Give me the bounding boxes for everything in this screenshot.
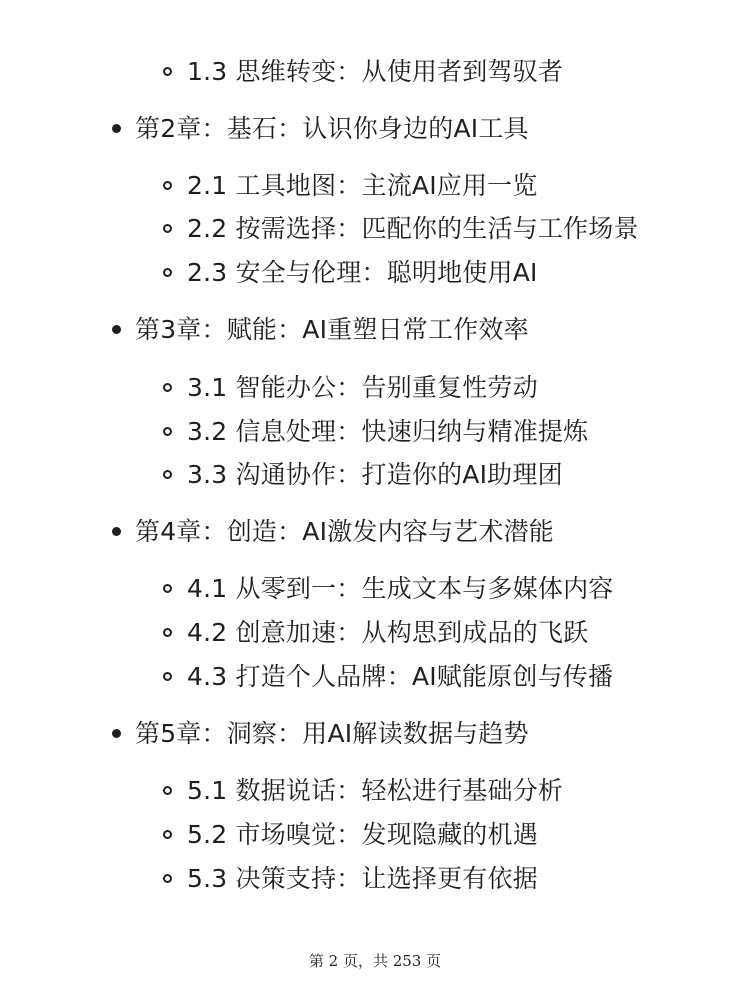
toc-section-label: 5.1 数据说话：轻松进行基础分析: [187, 776, 564, 805]
circle-bullet-icon: [163, 470, 172, 479]
circle-bullet-icon: [163, 874, 172, 883]
toc-section-label: 4.3 打造个人品牌：AI赋能原创与传播: [187, 662, 614, 691]
circle-bullet-icon: [163, 786, 172, 795]
disc-bullet-icon: [112, 527, 121, 536]
circle-bullet-icon: [163, 830, 172, 839]
toc-section-label: 3.3 沟通协作：打造你的AI助理团: [187, 460, 563, 489]
toc-section-label: 2.3 安全与伦理：聪明地使用AI: [187, 258, 538, 287]
circle-bullet-icon: [163, 628, 172, 637]
toc-chapter-label: 第5章：洞察：用AI解读数据与趋势: [135, 719, 529, 748]
toc-chapter-label: 第3章：赋能：AI重塑日常工作效率: [135, 315, 529, 344]
circle-bullet-icon: [163, 268, 172, 277]
toc-section-label: 3.1 智能办公：告别重复性劳动: [187, 373, 538, 402]
toc-section-label: 2.2 按需选择：匹配你的生活与工作场景: [187, 214, 639, 243]
circle-bullet-icon: [163, 383, 172, 392]
disc-bullet-icon: [112, 124, 121, 133]
page-number-footer: 第 2 页，共 253 页: [308, 952, 442, 970]
toc-chapter-label: 第4章：创造：AI激发内容与艺术潜能: [135, 517, 554, 546]
toc-section-label: 5.2 市场嗅觉：发现隐藏的机遇: [187, 820, 538, 849]
toc-section-label: 4.1 从零到一：生成文本与多媒体内容: [187, 574, 614, 603]
disc-bullet-icon: [112, 729, 121, 738]
toc-section-label: 5.3 决策支持：让选择更有依据: [187, 864, 538, 893]
circle-bullet-icon: [163, 672, 172, 681]
circle-bullet-icon: [163, 67, 172, 76]
disc-bullet-icon: [112, 325, 121, 334]
toc-section-label: 1.3 思维转变：从使用者到驾驭者: [187, 57, 564, 86]
circle-bullet-icon: [163, 224, 172, 233]
toc-section-label: 2.1 工具地图：主流AI应用一览: [187, 171, 538, 200]
toc-section-label: 4.2 创意加速：从构思到成品的飞跃: [187, 618, 589, 647]
circle-bullet-icon: [163, 427, 172, 436]
circle-bullet-icon: [163, 181, 172, 190]
toc-chapter-label: 第2章：基石：认识你身边的AI工具: [135, 114, 529, 143]
toc-section-label: 3.2 信息处理：快速归纳与精准提炼: [187, 417, 589, 446]
circle-bullet-icon: [163, 584, 172, 593]
